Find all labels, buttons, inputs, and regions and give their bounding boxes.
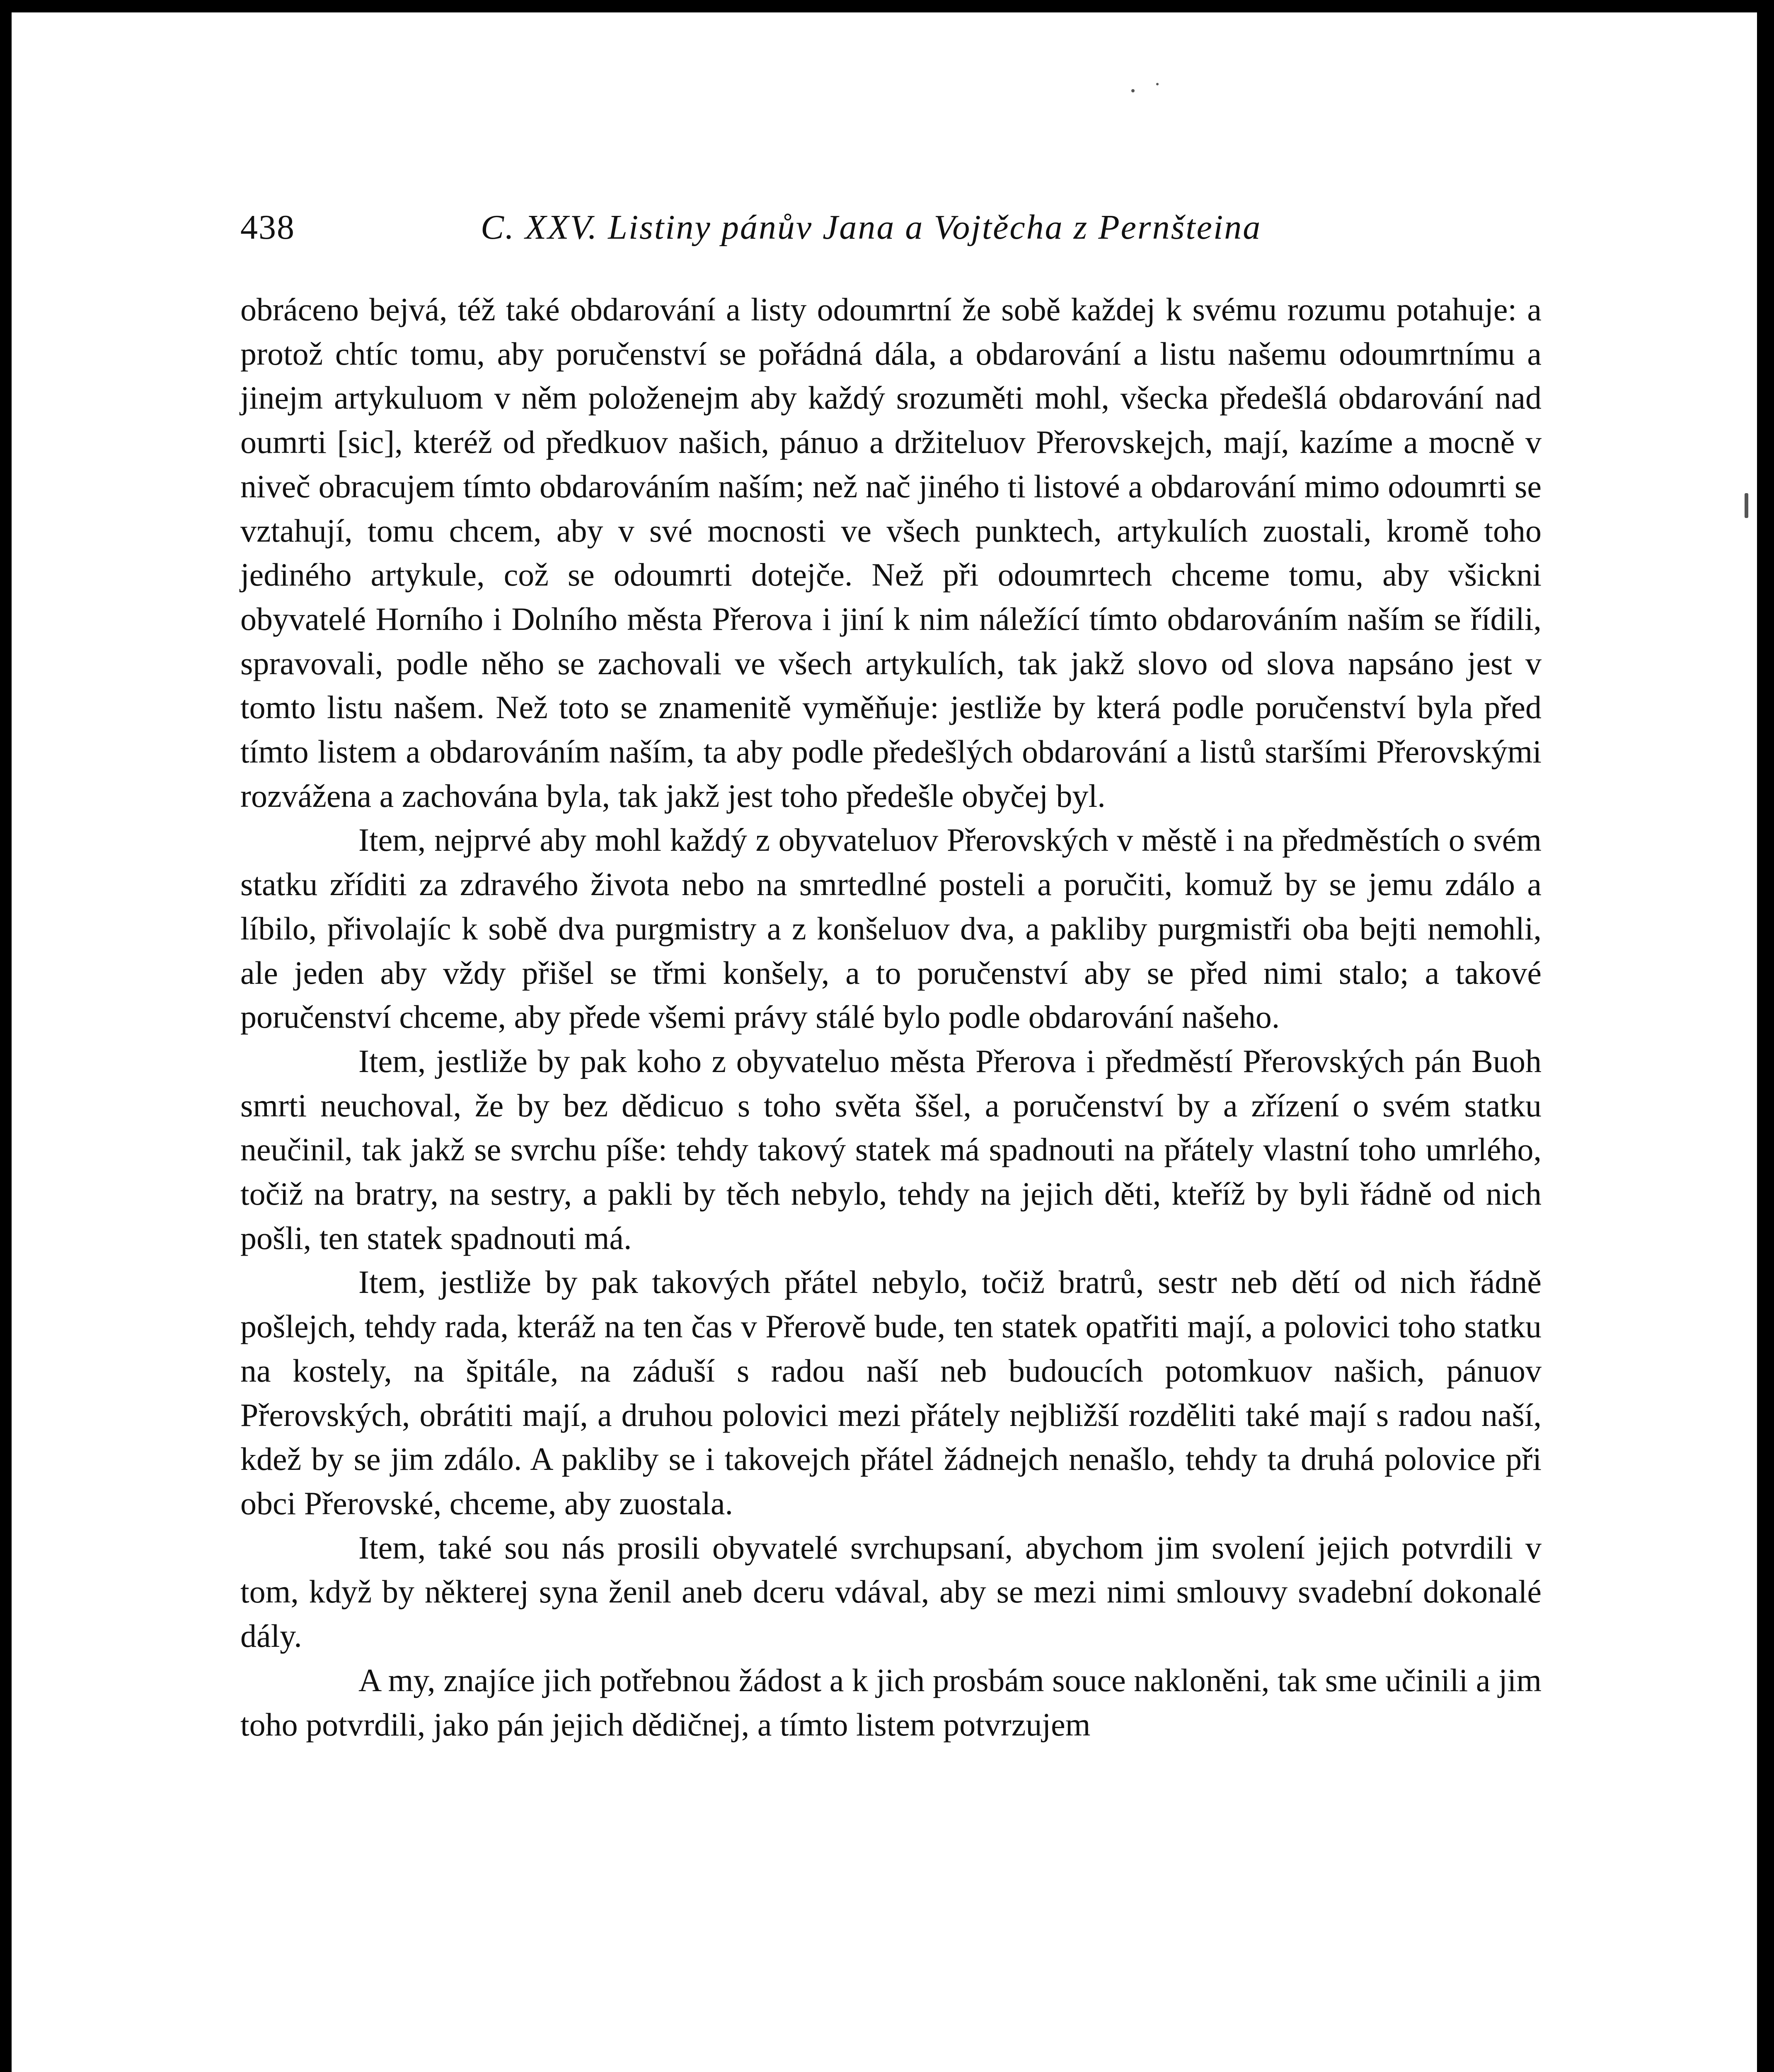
running-title: C. XXV. Listiny pánův Jana a Vojtěcha z Pernšteina — [481, 208, 1262, 247]
paragraph: Item, jestliže by pak koho z obyvateluo města Přerova i předměstí Přerovských pán Buoh smrti neuchoval, že by bez dědicuo s toho světa ššel, a poručenství by a zřízení o svém statku neučinil, tak jakž se svrchu píše: tehdy takový statek má spadnouti na přátely vlastní toho umrlého, točiž na bratry, na sestry, a pakli by těch nebylo, tehdy na jejich děti, kteříž by byli řádně od nich pošli, ten statek spadnouti má. — [240, 1043, 1542, 1256]
scan-border-top — [0, 0, 1774, 12]
paragraph: Item, jestliže by pak takových přátel nebylo, točiž bratrů, sestr neb dětí od nich řádně pošlejch, tehdy rada, kteráž na ten čas v Přerově bude, ten statek opatřiti mají, a polovici toho statku na kostely, na špitále, na záduší s radou naší neb budoucích potomkuov našich, pánuov Přerovských, obrátiti mají, a druhou polovici mezi přátely nejbližší rozděliti také mají s radou naší, kdež by se jim zdálo. A pakliby se i takovejch přátel žádnejch nenašlo, tehdy ta druhá polovice při obci Přerovské, chceme, aby zuostala. — [240, 1264, 1542, 1521]
page-header — [240, 207, 1554, 253]
paragraph: Item, také sou nás prosili obyvatelé svrchupsaní, abychom jim svolení jejich potvrdili v tom, když by některej syna ženil aneb dceru vdával, aby se mezi nimi smlouvy svadební dokonalé dály. — [240, 1529, 1542, 1654]
paragraph: obráceno bejvá, též také obdarování a listy odoumrtní že sobě každej k svému rozumu potahuje: a protož chtíc tomu, aby poručenství se pořádná dála, a obdarování a listu našemu odoumrtnímu a jinejm artykuluom v něm položenejm aby každý srozuměti mohl, všecka předešlá obdarování nad oumrti [sic], kteréž od předkuov našich, pánuo a držiteluov Přerovskejch, mají, kazíme a mocně v niveč obracujem tímto obdarováním naším; než nač jiného ti listové a obdarování mimo odoumrti se vztahují, tomu chcem, aby v své mocnosti ve všech punktech, artykulích zuostali, kromě toho jediného artykule, což se odoumrti dotejče. Než při odoumrtech chceme tomu, aby všickni obyvatelé Horního i Dolního města Přerova i jiní k nim náležící tímto obdarováním naším se řídili, spravovali, podle něho se zachovali ve všech artykulích, tak jakž slovo od slova napsáno jest v tomto listu našem. Než toto se znamenitě vyměňuje: jestliže by která podle poručenství byla před tímto listem a obdarováním naším, ta aby podle předešlých obdarování a listů staršími Přerovskými rozvážena a zachována byla, tak jakž jest toho předešle obyčej byl. — [240, 291, 1542, 814]
scan-border-left — [0, 0, 12, 2072]
page-number: 438 — [240, 208, 295, 247]
body-text — [240, 288, 1542, 1747]
paragraph: Item, nejprvé aby mohl každý z obyvateluov Přerovských v městě i na předměstích o svém statku zříditi za zdravého života nebo na smrtedlné posteli a poručiti, komuž by se jemu zdálo a líbilo, přivolajíc k sobě dva purgmistry a z konšeluov dva, a pakliby purgmistři oba bejti nemohli, ale jeden aby vždy přišel se třmi konšely, a to poručenství aby se před nimi stalo; a takové poručenství chceme, aby přede všemi právy stálé bylo podle obdarování našeho. — [240, 822, 1542, 1035]
scan-border-right — [1757, 0, 1774, 2072]
paragraph: A my, znajíce jich potřebnou žádost a k jich prosbám souce nakloněni, tak sme učinili a jim toho potvrdili, jako pán jejich dědičnej, a tímto listem potvrzujem — [240, 1662, 1542, 1743]
scan-speck — [1131, 89, 1135, 92]
scan-speck — [1156, 83, 1159, 85]
scan-speck — [1745, 493, 1748, 518]
